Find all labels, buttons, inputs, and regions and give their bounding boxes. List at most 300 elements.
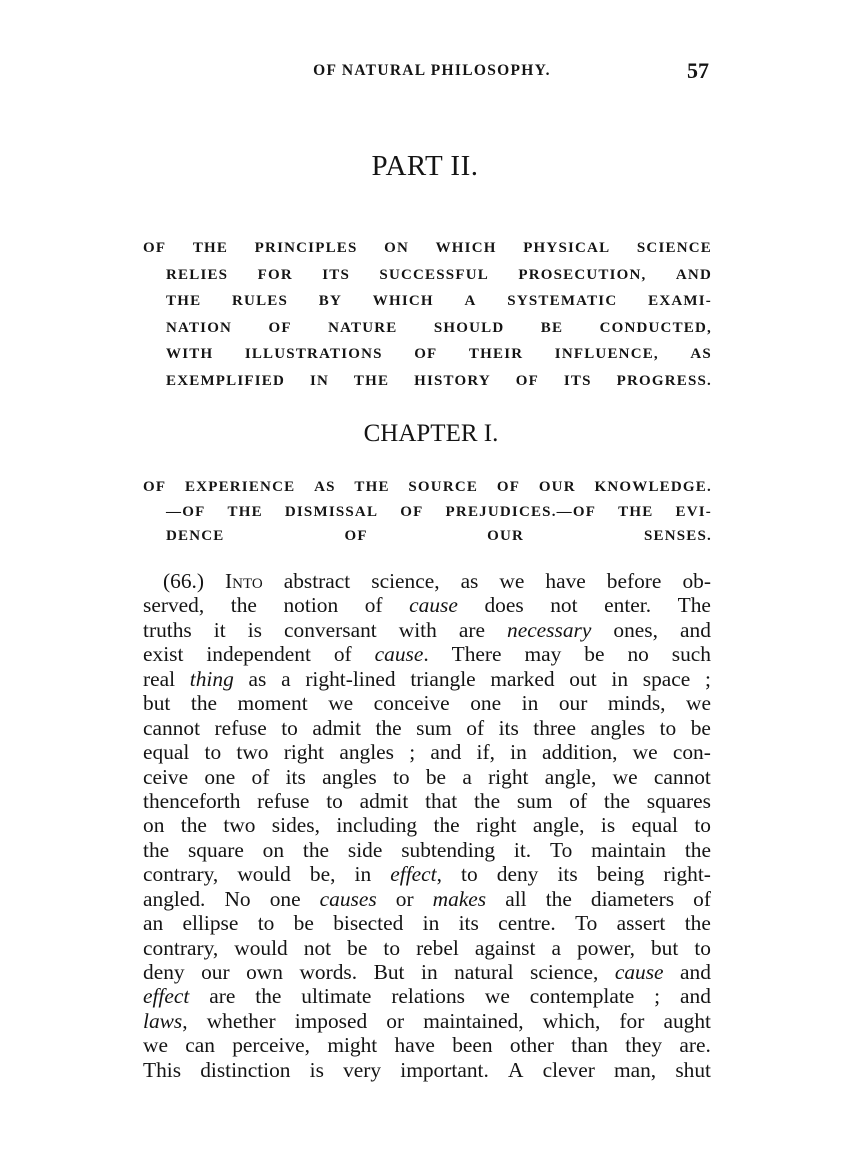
word: in [421, 960, 438, 984]
word: out [569, 666, 597, 691]
chapter-subtitle-line [143, 475, 712, 500]
word: in [354, 862, 372, 887]
word: ; [409, 740, 416, 765]
word: in [510, 740, 527, 765]
word: THE [192, 240, 229, 256]
word: of [364, 593, 383, 618]
word: to [257, 911, 275, 936]
word: cause [409, 593, 458, 618]
word: DISMISSAL [284, 503, 379, 520]
word: real [143, 666, 176, 691]
word: a [462, 764, 472, 789]
word: right [283, 740, 325, 765]
word: the [143, 837, 170, 862]
word: RULES [232, 293, 289, 310]
word: of [466, 715, 485, 740]
word: ITS [563, 372, 592, 389]
word: contemplate [529, 984, 635, 1009]
word: are [209, 984, 236, 1009]
word: THE [618, 503, 654, 520]
word: makes [432, 886, 487, 911]
word: OF [143, 240, 167, 256]
word: squares [646, 788, 711, 813]
word: EVI- [675, 503, 712, 520]
word: necessary [507, 617, 592, 642]
body-line [143, 984, 711, 1008]
word: OUR [538, 479, 576, 495]
word: an [143, 911, 164, 936]
word: the [545, 886, 572, 911]
body-line [143, 642, 711, 666]
word: PRINCIPLES [254, 240, 358, 256]
word: OF [496, 479, 521, 495]
body-line [143, 813, 711, 837]
word: PHYSICAL [523, 240, 611, 256]
word: cannot [143, 715, 201, 740]
body-line [143, 960, 711, 984]
part-subtitle-line [143, 235, 712, 262]
word: THEIR [468, 346, 524, 363]
word: independent [206, 642, 311, 667]
word: RELIES [166, 266, 229, 283]
chapter-subtitle [143, 475, 712, 549]
word: THE [354, 479, 390, 495]
word: on [262, 837, 285, 862]
word: if, [476, 740, 495, 765]
word: IN [309, 372, 330, 389]
part-subtitle-line [143, 341, 712, 368]
word: natural [454, 960, 514, 984]
word: right [476, 813, 517, 838]
word: the [603, 788, 631, 813]
word: angles [590, 715, 646, 740]
word: the [180, 813, 207, 838]
word: admit [312, 715, 362, 740]
part-subtitle-line [143, 368, 712, 395]
word: we [484, 984, 510, 1009]
word: sum [416, 715, 452, 740]
word: power, [577, 935, 635, 960]
chapter-subtitle-line: DENCE OF OUR SENSES. [166, 528, 712, 545]
word: maintain [591, 837, 666, 862]
word: There [451, 642, 502, 667]
word: right-lined [305, 666, 396, 691]
word: refuse [257, 788, 310, 813]
word: EXEMPLIFIED [166, 372, 286, 389]
body-line [143, 740, 711, 764]
body-line [143, 789, 711, 813]
word: imposed [294, 1008, 368, 1033]
word: deny [496, 862, 539, 887]
word: relations [391, 984, 465, 1009]
word: in [611, 666, 629, 691]
word: BE [540, 319, 564, 336]
word: not [550, 593, 578, 618]
word: —OF [166, 503, 206, 520]
chapter-title: CHAPTER I. [363, 420, 499, 447]
word: clever [542, 1057, 595, 1082]
word: including [336, 813, 418, 838]
word: to [204, 740, 222, 765]
word: exist [143, 642, 184, 667]
word: INFLUENCE, [554, 346, 659, 363]
body-paragraph [143, 569, 711, 1082]
word: conceive [373, 691, 450, 716]
word: contrary, [143, 935, 219, 960]
word: of [693, 886, 711, 911]
word: would [234, 935, 288, 960]
word: AS [690, 346, 712, 363]
word: to [383, 935, 401, 960]
word: A [464, 293, 477, 310]
word: a [551, 935, 561, 960]
word: we [143, 1033, 168, 1058]
word: to [659, 715, 677, 740]
word: than [571, 1033, 608, 1058]
word: OF [400, 503, 424, 520]
body-line [143, 593, 711, 617]
word: square [187, 837, 244, 862]
word: are [458, 617, 485, 642]
word: deny [143, 960, 185, 984]
word: its [285, 764, 306, 789]
word: to [694, 813, 711, 838]
word: be [293, 911, 314, 936]
page-number: 57 [687, 58, 709, 83]
word: AND [675, 266, 712, 283]
word: diameters [590, 886, 675, 911]
word: admit [359, 788, 409, 813]
word: OF [143, 479, 167, 495]
word: its [458, 911, 479, 936]
word: SOURCE [408, 479, 479, 495]
word: or [395, 886, 414, 911]
word: right- [663, 862, 711, 887]
word: OF [515, 372, 539, 389]
word: against [474, 935, 536, 960]
word: with [398, 617, 437, 642]
word: angle, [532, 813, 585, 838]
word: the [230, 593, 257, 618]
word: not [303, 935, 332, 960]
word: bisected [333, 911, 404, 936]
body-line [143, 569, 711, 593]
word: be [690, 715, 711, 740]
word: truths [143, 617, 192, 642]
word: cause [614, 960, 664, 984]
word: triangle [410, 666, 476, 691]
word: have [394, 1033, 435, 1058]
word: contrary, [143, 862, 219, 887]
word: NATION [166, 319, 233, 336]
word: shut [675, 1057, 711, 1082]
word: The [677, 593, 711, 618]
word: HISTORY [414, 372, 491, 389]
word: being [596, 862, 645, 887]
body-line [143, 911, 711, 935]
body-line [143, 936, 711, 960]
word: the [684, 837, 711, 862]
body-line [143, 716, 711, 740]
word: NATURE [328, 319, 398, 336]
word: subtending [401, 837, 496, 862]
word: we [686, 691, 711, 716]
word: but [650, 935, 679, 960]
word: refuse [214, 715, 267, 740]
word: would [237, 862, 291, 887]
word: notion [283, 593, 339, 618]
chapter-subtitle-line [143, 500, 712, 525]
word: SUCCESSFUL [379, 266, 489, 283]
word: words. [299, 960, 358, 984]
word: for [619, 1008, 645, 1033]
word: thing [189, 666, 234, 691]
word: very [343, 1057, 382, 1082]
word: perceive, [232, 1033, 311, 1058]
word: be [347, 935, 368, 960]
word: conversant [284, 617, 377, 642]
word: distinction [200, 1057, 291, 1082]
word: But [373, 960, 405, 984]
word: ILLUSTRATIONS [244, 346, 383, 363]
body-line [143, 862, 711, 886]
word: KNOWLEDGE. [594, 479, 712, 495]
word: is [309, 1057, 324, 1082]
word: FOR [257, 266, 293, 283]
word: WHICH [372, 293, 434, 310]
word: OF [268, 319, 292, 336]
part-subtitle-line [143, 262, 712, 289]
word: the [255, 984, 282, 1009]
word: AS [314, 479, 336, 495]
word: the [375, 715, 402, 740]
word: one [470, 691, 502, 716]
word: WITH [166, 346, 214, 363]
word: to [694, 935, 711, 960]
word: CONDUCTED, [599, 319, 712, 336]
word: PREJUDICES.—OF [445, 503, 597, 520]
word: two [223, 813, 256, 838]
word: ob- [682, 569, 711, 593]
word: THE [227, 503, 263, 520]
word: of [251, 764, 270, 789]
word: a [281, 666, 291, 691]
word: EXAMI- [648, 293, 712, 310]
word: space [642, 666, 691, 691]
word: EXPERIENCE [184, 479, 296, 495]
word: and [680, 984, 711, 1009]
word: marked [490, 666, 555, 691]
body-line [143, 765, 711, 789]
word: ON [384, 240, 410, 256]
word: as [248, 666, 267, 691]
word: such [671, 642, 711, 667]
word: causes [319, 886, 377, 911]
word: been [452, 1033, 493, 1058]
word: laws, [143, 1008, 188, 1033]
word: PROSECUTION, [518, 266, 647, 283]
word: the [302, 837, 330, 862]
word: equal [631, 813, 678, 838]
body-line [143, 1033, 711, 1057]
word: SHOULD [433, 319, 505, 336]
word: have [545, 569, 586, 593]
word: BY [318, 293, 343, 310]
word: own [246, 960, 283, 984]
running-head [143, 58, 713, 88]
word: con- [672, 740, 711, 765]
word: we [328, 691, 354, 716]
word: on [143, 813, 165, 838]
word: might [327, 1033, 378, 1058]
word: science, [530, 960, 599, 984]
word: science, [371, 569, 440, 593]
word: minds, [607, 691, 666, 716]
word: is [247, 617, 262, 642]
word: its [557, 862, 578, 887]
word: angles [322, 764, 377, 789]
word: centre. [498, 911, 556, 936]
word: we [499, 569, 525, 593]
word: our [201, 960, 230, 984]
word: and [430, 740, 462, 765]
word: it. [513, 837, 532, 862]
word: or [386, 1008, 405, 1033]
word: to [461, 862, 478, 887]
word: ones, [613, 617, 658, 642]
word: in [422, 911, 440, 936]
word: be [584, 642, 605, 667]
word: WHICH [435, 240, 497, 256]
word: PROGRESS. [616, 372, 712, 389]
word: maintained, [423, 1008, 524, 1033]
word: This [143, 1057, 182, 1082]
word: SYSTEMATIC [507, 293, 618, 310]
word: cannot [653, 764, 711, 789]
word: is [600, 813, 616, 838]
body-line [143, 1009, 711, 1033]
word: thenceforth [143, 788, 241, 813]
word: ; [705, 666, 711, 691]
lead-word: Into [225, 569, 263, 593]
paragraph-number: (66.) [163, 569, 204, 593]
word: three [533, 715, 577, 740]
word: cause. [374, 642, 429, 667]
part-subtitle-line [143, 315, 712, 342]
word: No [224, 886, 251, 911]
word: ellipse [182, 911, 239, 936]
word: rebel [416, 935, 459, 960]
word: effect, [390, 862, 442, 887]
word: they [625, 1033, 663, 1058]
word: ITS [322, 266, 351, 283]
word: can [185, 1033, 215, 1058]
word: the [684, 911, 711, 936]
word: does [484, 593, 524, 618]
word: To [575, 911, 598, 936]
word: equal [143, 740, 190, 765]
word: sides, [271, 813, 320, 838]
word: two [236, 740, 269, 765]
part-title: PART II. [371, 150, 479, 182]
word: we [612, 764, 638, 789]
word: it [213, 617, 226, 642]
word: ; [654, 984, 661, 1009]
word: assert [616, 911, 666, 936]
word: we [632, 740, 658, 765]
word: sum [516, 788, 553, 813]
word: and [680, 960, 711, 984]
word: moment [237, 691, 308, 716]
word: aught [663, 1008, 711, 1033]
word: the [190, 691, 218, 716]
word: right [488, 764, 529, 789]
body-line [143, 618, 711, 642]
body-line [143, 667, 711, 691]
word: but [143, 691, 171, 716]
word: THE [166, 293, 202, 310]
word: ceive [143, 764, 189, 789]
word: to [392, 764, 410, 789]
word: angles [339, 740, 394, 765]
word: our [558, 691, 588, 716]
word: abstract [283, 569, 351, 593]
word: of [569, 788, 588, 813]
word: served, [143, 593, 205, 618]
word: no [627, 642, 649, 667]
part-subtitle-line [143, 288, 712, 315]
body-line [143, 887, 711, 911]
word: to [326, 788, 343, 813]
word: as [460, 569, 479, 593]
word: be, [309, 862, 336, 887]
word: other [509, 1033, 554, 1058]
word: may [524, 642, 562, 667]
word: before [606, 569, 662, 593]
word: of [333, 642, 352, 667]
running-title: OF NATURAL PHILOSOPHY. [313, 62, 551, 79]
word: angle, [544, 764, 597, 789]
word: A [507, 1057, 524, 1082]
word: OF [414, 346, 438, 363]
body-line [143, 1058, 711, 1082]
word: effect [143, 984, 190, 1009]
word: to [281, 715, 298, 740]
word: man, [613, 1057, 657, 1082]
word: ultimate [301, 984, 372, 1009]
word: one [269, 886, 301, 911]
word: in [521, 691, 539, 716]
word: side [347, 837, 383, 862]
word: are. [679, 1033, 711, 1058]
word: the [473, 788, 501, 813]
body-line [143, 691, 711, 715]
word: enter. [604, 593, 652, 618]
word: be [425, 764, 447, 789]
word: SCIENCE [636, 240, 712, 256]
word: and [680, 617, 711, 642]
word: one [204, 764, 236, 789]
word: addition, [542, 740, 618, 765]
word: angled. [143, 886, 206, 911]
word: important. [400, 1057, 489, 1082]
word: To [550, 837, 573, 862]
word: the [433, 813, 460, 838]
word: its [498, 715, 519, 740]
part-subtitle [143, 235, 712, 395]
word: whether [206, 1008, 276, 1033]
body-line [143, 838, 711, 862]
